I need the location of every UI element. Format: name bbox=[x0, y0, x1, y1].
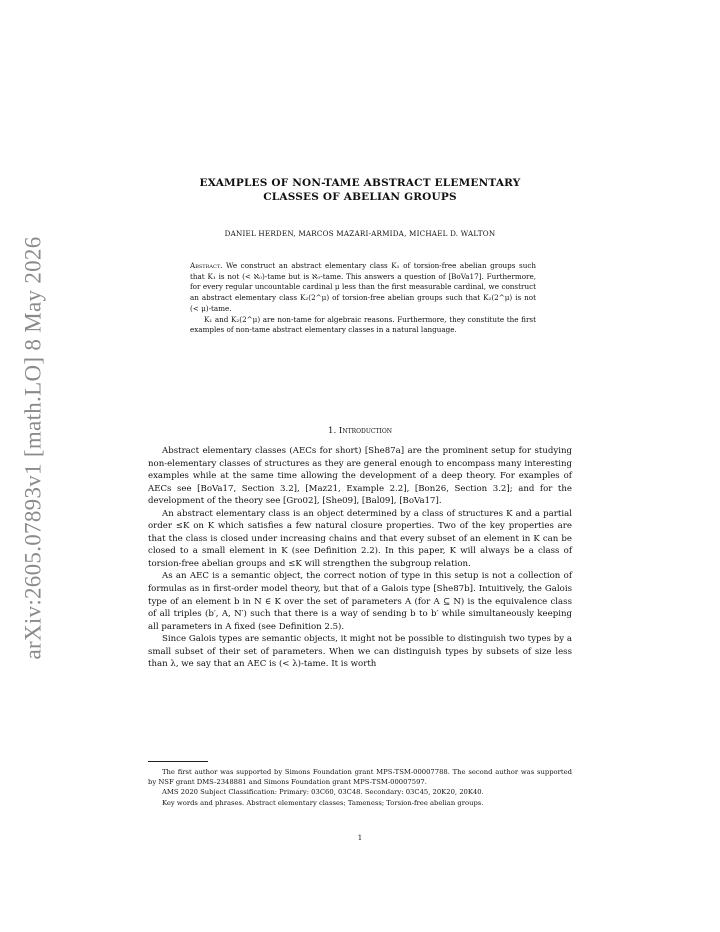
abstract-paragraph-2: K₁ and K₂(2^μ) are non-tame for algebraic reasons. Furthermore, they constitute the first examples of non-tame abstract elementary classes in a natural language. bbox=[190, 314, 536, 335]
body-paragraph-1: Abstract elementary classes (AECs for short) [She87a] are the prominent setup for studying non-elementary classes of structures as they are general enough to encompass many interesting examples while at the same time allowing the development of a deep theory. For examples of AECs see [BoVa17, Section 3.2], [Maz21, Example 2.2], [Bon26, Section 3.2]; and for the development of the theory see [Gro02], [She09], [Bal09], [BoVa17]. bbox=[148, 446, 572, 507]
section-number: 1. bbox=[327, 426, 337, 436]
section-heading bbox=[148, 426, 572, 436]
abstract-paragraph-1 bbox=[190, 261, 536, 315]
footnote-keywords: Key words and phrases. Abstract elementary classes; Tameness; Torsion-free abelian groups. bbox=[162, 798, 484, 807]
abstract-text-1: We construct an abstract elementary class K₁ of torsion-free abelian groups such that K₁ is not (< ℵ₀)-tame but is ℵ₀-tame. This answers a question of [BoVa17]. Furthermore, for every regular uncountable cardinal μ less than the first measurable cardinal, we construct an abstract elementary class K₂(2^μ) of torsion-free abelian groups such that K₂(2^μ) is not (< μ)-tame. bbox=[190, 261, 536, 313]
footnote-funding: The first author was supported by Simons Foundation grant MPS-TSM-00007788. The second author was supported by NSF grant DMS-2348881 and Simons Foundation grant MPS-TSM-00007597. bbox=[148, 768, 572, 787]
footnote-classification: AMS 2020 Subject Classification: Primary: 03C60, 03C48. Secondary: 03C45, 20K20, 20K40. bbox=[162, 788, 484, 797]
body-paragraph-2: An abstract elementary class is an object determined by a class of structures K and a partial order ≤K on K which satisfies a few natural closure properties. Two of the key properties are that the class is closed under increasing chains and that every subset of an element in K can be closed to a small element in K (see Definition 2.2). In this paper, K will always be a class of torsion-free abelian groups and ≤K will strengthen the subgroup relation. bbox=[148, 508, 572, 569]
introduction-body bbox=[148, 445, 572, 671]
page-number: 1 bbox=[357, 834, 363, 842]
arxiv-side-stamp bbox=[14, 236, 54, 660]
footnote-rule bbox=[148, 761, 208, 762]
paper-title bbox=[148, 176, 572, 204]
title-line-1: EXAMPLES OF NON-TAME ABSTRACT ELEMENTARY bbox=[199, 177, 521, 189]
footnotes bbox=[148, 767, 572, 808]
body-paragraph-3: As an AEC is a semantic object, the correct notion of type in this setup is not a collection of formulas as in first-order model theory, but that of a Galois type [She87b]. Intuitively, the Galois type of an element b in N ∈ K over the set of parameters A (for A ⊆ N) is the equivalence class of all triples (b′, A, N′) such that there is a way of sending b to b′ while simultaneously keeping all parameters in A fixed (see Definition 2.5). bbox=[148, 571, 572, 632]
title-line-2: CLASSES OF ABELIAN GROUPS bbox=[263, 191, 457, 203]
author-list: DANIEL HERDEN, MARCOS MAZARI-ARMIDA, MICHAEL D. WALTON bbox=[224, 229, 496, 238]
arxiv-identifier: arXiv:2605.07893v1 [math.LO] 8 May 2026 bbox=[21, 236, 46, 660]
body-paragraph-4: Since Galois types are semantic objects, it might not be possible to distinguish two types by a small subset of their set of parameters. When we can distinguish types by subsets of size less than λ, we say that an AEC is (< λ)-tame. It is worth bbox=[148, 634, 572, 670]
abstract-label: Abstract. bbox=[190, 261, 223, 270]
section-title: Introduction bbox=[338, 426, 393, 436]
abstract-block bbox=[190, 261, 536, 336]
